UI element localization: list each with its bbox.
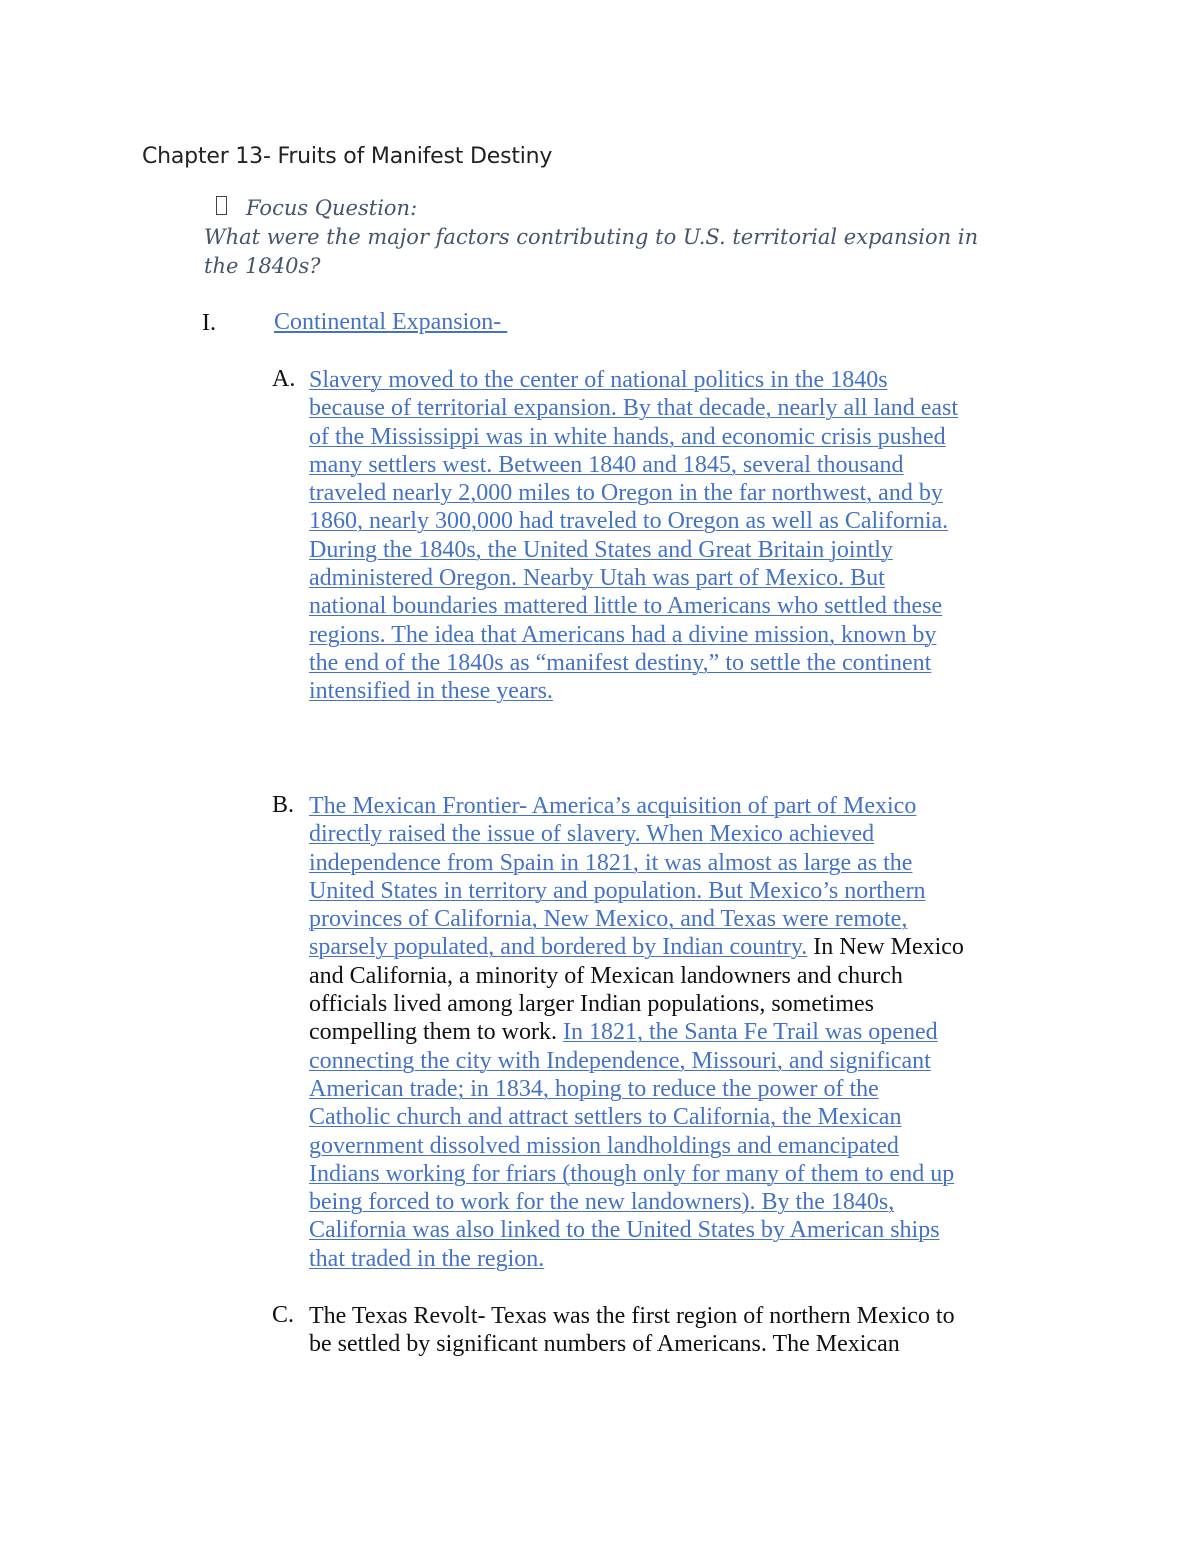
underlined-text: directly raised the issue of slavery. When Mexico achieved	[309, 821, 875, 848]
paragraph-line	[309, 479, 1069, 507]
underlined-text: intensified in these years.	[309, 678, 553, 705]
paragraph-line	[309, 423, 1069, 451]
page-title: Chapter 13- Fruits of Manifest Destiny	[142, 144, 553, 169]
underlined-text: California was also linked to the United States by American ships	[309, 1217, 940, 1244]
focus-question-line-2: the 1840s?	[204, 254, 321, 278]
underlined-text: national boundaries mattered little to Americans who settled these	[309, 593, 943, 620]
paragraph-line	[309, 1018, 1069, 1046]
underlined-text: American trade; in 1834, hoping to reduce the power of the	[309, 1075, 879, 1102]
underlined-text: regions. The idea that Americans had a divine mission, known by	[309, 621, 937, 648]
focus-label-line	[246, 194, 1064, 223]
item-letter-b: B.	[272, 792, 295, 818]
underlined-text: of the Mississippi was in white hands, and economic crisis pushed	[309, 423, 946, 450]
underlined-text: provinces of California, New Mexico, and Texas were remote,	[309, 906, 908, 933]
underlined-text: Indians working for friars (though only for many of them to end up	[309, 1160, 955, 1187]
underlined-text: Catholic church and attract settlers to California, the Mexican	[309, 1104, 902, 1131]
paragraph-line	[309, 1132, 1069, 1160]
paragraph-line	[309, 536, 1069, 564]
paragraph-line	[309, 366, 1069, 394]
section-numeral: I.	[202, 310, 216, 336]
underlined-text: The Mexican Frontier- America’s acquisition of part of Mexico	[309, 793, 917, 819]
underlined-text: government dissolved mission landholdings and emancipated	[309, 1132, 899, 1159]
underlined-text: independence from Spain in 1821, it was almost as large as the	[309, 849, 913, 876]
paragraph-line	[309, 820, 1069, 848]
underlined-text: During the 1840s, the United States and Great Britain jointly	[309, 536, 893, 563]
focus-question-line-1: What were the major factors contributing to U.S. territorial expansion in	[204, 225, 979, 249]
paragraph-line	[309, 394, 1069, 422]
paragraph-line	[309, 677, 1069, 705]
plain-text: In New Mexico	[807, 934, 964, 961]
paragraph-line	[309, 649, 1069, 677]
underlined-text: the end of the 1840s as “manifest destiny,” to settle the continent	[309, 649, 932, 676]
bullet-box-icon	[216, 196, 227, 215]
paragraph-line	[309, 1245, 1069, 1273]
paragraph-line	[309, 877, 1069, 905]
focus-label: Focus Question:	[246, 196, 418, 220]
paragraph-line	[309, 792, 1069, 820]
underlined-text: connecting the city with Independence, Missouri, and significant	[309, 1047, 931, 1074]
paragraph-line	[309, 507, 1069, 535]
paragraph-line	[309, 592, 1069, 620]
item-body-c	[309, 1302, 1069, 1359]
paragraph-line	[309, 905, 1069, 933]
paragraph-line	[309, 451, 1069, 479]
plain-text: compelling them to work.	[309, 1019, 563, 1046]
underlined-text: In 1821, the Santa Fe Trail was opened	[562, 1019, 938, 1046]
paragraph-line	[309, 1302, 1069, 1330]
underlined-text: traveled nearly 2,000 miles to Oregon in the far northwest, and by	[309, 480, 943, 507]
paragraph-line	[309, 1160, 1069, 1188]
underlined-text: that traded in the region.	[309, 1245, 545, 1272]
item-body-b	[309, 792, 1069, 1273]
underlined-text: because of territorial expansion. By that decade, nearly all land east	[309, 395, 959, 422]
underlined-text: administered Oregon. Nearby Utah was part of Mexico. But	[309, 565, 885, 592]
underlined-text: being forced to work for the new landowners). By the 1840s,	[309, 1189, 895, 1216]
underlined-text: United States in territory and population. But Mexico’s northern	[309, 877, 926, 904]
paragraph-line	[309, 849, 1069, 877]
underlined-text: many settlers west. Between 1840 and 1845, several thousand	[309, 451, 904, 478]
plain-text: The Texas Revolt- Texas was the first region of northern Mexico to	[309, 1303, 955, 1329]
section-title: Continental Expansion-	[274, 309, 508, 335]
plain-text: and California, a minority of Mexican landowners and church	[309, 962, 903, 989]
paragraph-line	[309, 1216, 1069, 1244]
paragraph-line	[309, 990, 1069, 1018]
underlined-text: Slavery moved to the center of national politics in the 1840s	[309, 367, 888, 393]
paragraph-line	[309, 1188, 1069, 1216]
paragraph-line	[309, 1330, 1069, 1358]
item-letter-a: A.	[272, 366, 296, 392]
item-body-a	[309, 366, 1069, 706]
plain-text: officials lived among larger Indian populations, sometimes	[309, 991, 874, 1018]
paragraph-line	[309, 1047, 1069, 1075]
paragraph-line	[309, 933, 1069, 961]
paragraph-line	[309, 621, 1069, 649]
paragraph-line	[309, 962, 1069, 990]
paragraph-line	[309, 564, 1069, 592]
paragraph-line	[309, 1075, 1069, 1103]
plain-text: be settled by significant numbers of Americans. The Mexican	[309, 1331, 900, 1358]
focus-question-block	[204, 194, 1064, 281]
paragraph-line	[309, 1103, 1069, 1131]
underlined-text: sparsely populated, and bordered by Indian country.	[309, 934, 808, 961]
item-letter-c: C.	[272, 1302, 295, 1328]
underlined-text: 1860, nearly 300,000 had traveled to Oregon as well as California.	[309, 508, 949, 535]
